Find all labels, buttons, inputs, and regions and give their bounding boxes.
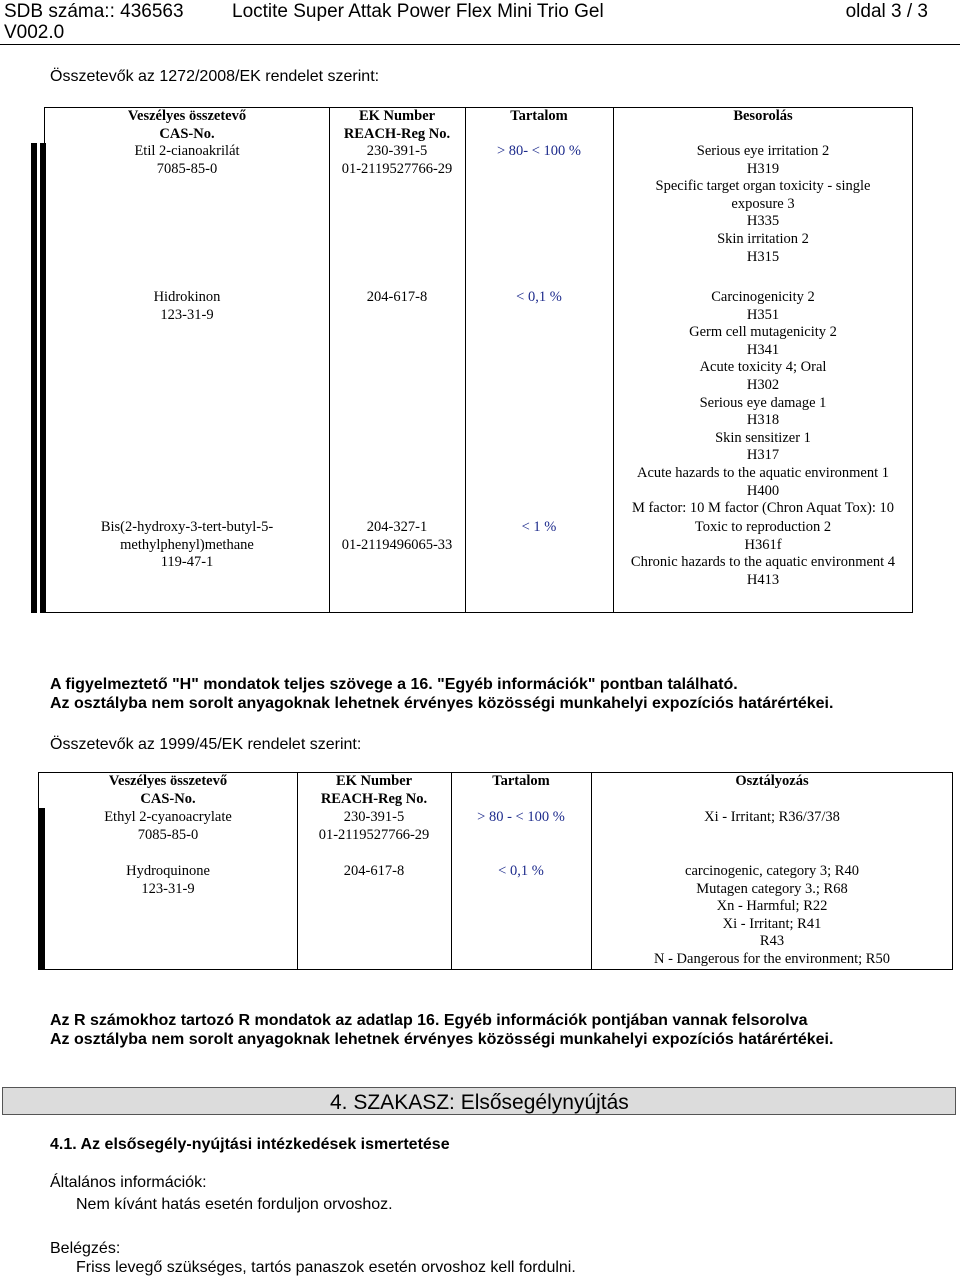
section4-title: 4. SZAKASZ: Elsősegélynyújtás — [330, 1091, 629, 1114]
version: V002.0 — [4, 22, 65, 43]
table-row-content: < 0,1 % — [498, 863, 544, 879]
col-header-ek: EK Number REACH-Reg No. — [343, 108, 451, 142]
table-row-ek: 204-617-8 — [343, 863, 405, 879]
table-row-ingredient: Hidrokinon 123-31-9 — [153, 289, 221, 323]
sdb-number: SDB száma:: 436563 — [4, 1, 184, 22]
col-header-ingredient: Veszélyes összetevő CAS-No. — [108, 773, 228, 807]
subsection-title: 4.1. Az elsősegély-nyújtási intézkedések ismertetése — [50, 1136, 450, 1153]
inhalation-text: Friss levegő szükséges, tartós panaszok esetén orvoshoz kell fordulni. — [76, 1259, 576, 1276]
table-row-ingredient: Hydroquinone 123-31-9 — [126, 863, 210, 897]
table-row-classification: Xi - Irritant; R36/37/38 — [704, 809, 840, 825]
section1-heading: Összetevők az 1272/2008/EK rendelet szerint: — [50, 68, 380, 85]
change-bar — [31, 143, 37, 613]
table-row-classification: Serious eye irritation 2 H319 Specific target organ toxicity - single exposure 3 H335 Skin irritation 2 H315 — [655, 143, 871, 265]
page-number: oldal 3 / 3 — [845, 1, 928, 22]
header-divider — [0, 44, 960, 45]
table-row-ingredient: Bis(2-hydroxy-3-tert-butyl-5- methylphenyl)methane 119-47-1 — [100, 519, 274, 571]
general-info-label: Általános információk: — [50, 1174, 207, 1191]
r-phrases-note: Az R számokhoz tartozó R mondatok az adatlap 16. Egyéb információk pontjában vannak felsorolva — [50, 1012, 808, 1029]
table-row-ek: 204-617-8 — [366, 289, 428, 305]
col-header-content: Tartalom — [510, 108, 568, 124]
col-header-classification: Besorolás — [733, 108, 793, 124]
table-row-ek: 230-391-5 01-2119527766-29 — [341, 143, 453, 177]
table-row-classification: Toxic to reproduction 2 H361f Chronic hazards to the aquatic environment 4 H413 — [630, 519, 896, 588]
inhalation-label: Belégzés: — [50, 1240, 121, 1257]
table-row-ingredient: Ethyl 2-cyanoacrylate 7085-85-0 — [104, 809, 232, 843]
product-name: Loctite Super Attak Power Flex Mini Trio Gel — [232, 1, 604, 22]
exposure-limits-note: Az osztályba nem sorolt anyagoknak lehetnek érvényes közösségi munkahelyi expozíciós határértékei. — [50, 1031, 834, 1048]
table-row-classification: Carcinogenicity 2 H351 Germ cell mutagenicity 2 H341 Acute toxicity 4; Oral H302 Serious eye damage 1 H318 Skin sensitizer 1 H317 Acute hazards to the aquatic environment 1 H400 M factor: 10 M factor (Chron Aquat Tox): 10 — [631, 289, 895, 517]
col-header-ek: EK Number REACH-Reg No. — [320, 773, 428, 807]
col-header-ingredient: Veszélyes összetevő CAS-No. — [127, 108, 247, 142]
table-row-ek: 230-391-5 01-2119527766-29 — [318, 809, 430, 843]
table-row-content: > 80- < 100 % — [496, 143, 581, 159]
section2-heading: Összetevők az 1999/45/EK rendelet szerint: — [50, 736, 362, 753]
table-row-content: < 1 % — [521, 519, 557, 535]
table-row-classification: carcinogenic, category 3; R40 Mutagen category 3.; R68 Xn - Harmful; R22 Xi - Irritant; R41 R43 N - Dangerous for the environment; R50 — [654, 863, 890, 967]
col-header-content: Tartalom — [492, 773, 550, 789]
general-info-text: Nem kívánt hatás esetén forduljon orvoshoz. — [76, 1196, 393, 1213]
table-row-ek: 204-327-1 01-2119496065-33 — [341, 519, 453, 553]
table-row-content: > 80 - < 100 % — [477, 809, 565, 825]
h-statements-note: A figyelmeztető "H" mondatok teljes szövege a 16. "Egyéb információk" pontban található. — [50, 676, 738, 693]
table-row-content: < 0,1 % — [516, 289, 562, 305]
table-row-ingredient: Etil 2-cianoakrilát 7085-85-0 — [134, 143, 240, 177]
exposure-limits-note: Az osztályba nem sorolt anyagoknak lehetnek érvényes közösségi munkahelyi expozíciós határértékei. — [50, 695, 834, 712]
col-header-classification: Osztályozás — [735, 773, 809, 789]
